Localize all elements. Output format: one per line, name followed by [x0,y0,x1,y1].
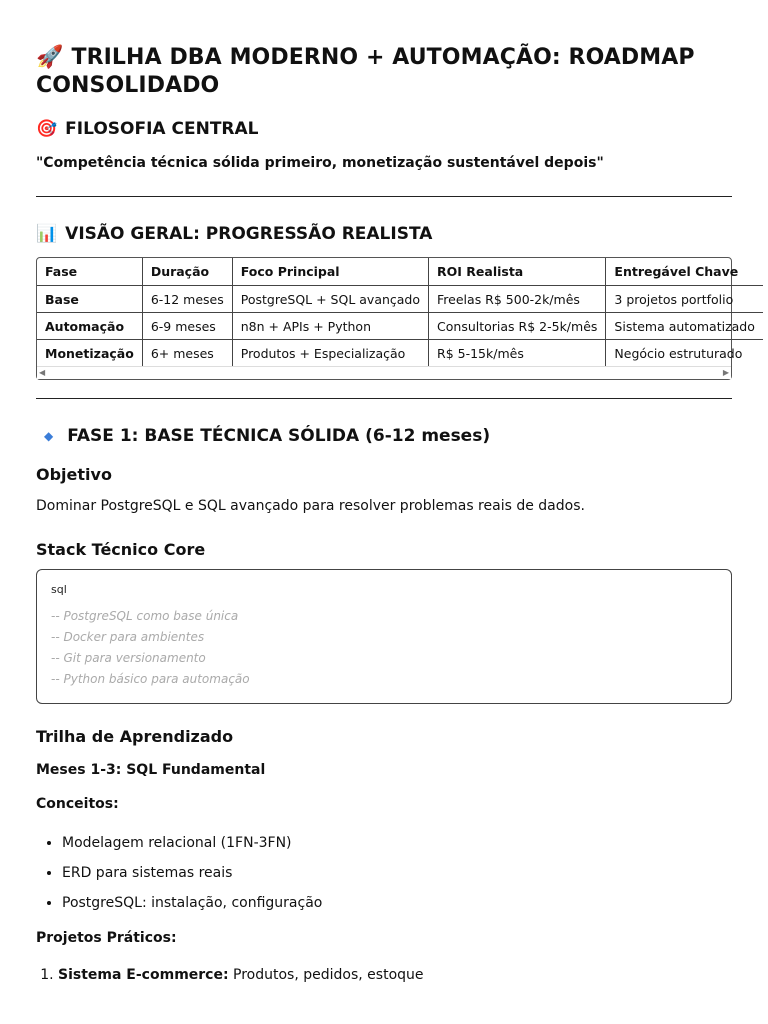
table-cell: Automação [37,313,142,340]
column-header: Entregável Chave [606,258,763,286]
table-cell: Freelas R$ 500-2k/mês [429,286,606,313]
divider [36,196,732,197]
rocket-icon: 🚀 [36,45,64,70]
filosofia-quote: "Competência técnica sólida primeiro, monetização sustentável depois" [36,155,604,171]
projetos-heading: Projetos Práticos: [36,930,177,946]
table-header-row [37,258,763,286]
table-cell: Negócio estruturado [614,345,743,361]
table-cell: 6-12 meses [142,286,232,313]
project-name: Sistema E-commerce: [58,967,229,983]
column-header: Duração [142,258,232,286]
target-icon: 🎯 [36,119,58,139]
stack-heading: Stack Técnico Core [36,540,206,559]
table-cell: Consultorias R$ 2-5k/mês [429,313,606,340]
list-item: • ERD para sistemas reais [62,858,732,888]
table-cell: Sistema automatizado [606,313,763,340]
code-line: -- PostgreSQL como base única [51,609,239,623]
page-title: 🚀 TRILHA DBA MODERNO + AUTOMAÇÃO: ROADMAP CONSOLIDADO [36,45,695,98]
list-item [58,960,732,990]
scroll-left-icon[interactable]: ◀ [39,368,46,377]
list-item: • PostgreSQL: instalação, configuração [62,888,732,918]
table-row [37,313,763,340]
table-cell: R$ 5-15k/mês [429,340,606,367]
projetos-list [32,960,732,990]
table-cell: n8n + APIs + Python [232,313,428,340]
meses-heading: Meses 1-3: SQL Fundamental [36,762,266,778]
fase1-heading: ◆ FASE 1: BASE TÉCNICA SÓLIDA (6-12 meses) [44,426,491,446]
code-line: -- Git para versionamento [51,651,206,665]
divider [36,398,732,399]
trilha-heading: Trilha de Aprendizado [36,727,234,746]
progression-table [36,257,755,380]
objetivo-text: Dominar PostgreSQL e SQL avançado para resolver problemas reais de dados. [36,498,585,514]
table-cell: 6-9 meses [142,313,232,340]
table-cell: Base [37,286,142,313]
project-description: Produtos, pedidos, estoque [228,967,424,983]
table-cell: PostgreSQL + SQL avançado [232,286,428,313]
code-line: -- Python básico para automação [51,672,250,686]
column-header: Foco Principal [232,258,428,286]
table-row [37,286,763,313]
table-cell: 3 projetos portfolio [606,286,763,313]
scroll-right-icon[interactable]: ▶ [722,368,729,377]
table-cell: Monetização [37,340,142,367]
objetivo-heading: Objetivo [36,465,112,484]
filosofia-heading: 🎯 FILOSOFIA CENTRAL [36,119,259,139]
table-cell: Produtos + Especialização [232,340,428,367]
code-line: -- Docker para ambientes [51,630,205,644]
table-cell: 6+ meses [142,340,232,367]
list-item: • Modelagem relacional (1FN-3FN) [62,828,732,858]
column-header: Fase [37,258,142,286]
bar-chart-icon: 📊 [36,224,58,244]
conceitos-heading: Conceitos: [36,796,119,812]
visao-heading: 📊 VISÃO GERAL: PROGRESSÃO REALISTA [36,224,433,244]
table-row [37,340,763,367]
code-block [36,569,732,704]
conceitos-list [36,828,732,918]
column-header: ROI Realista [429,258,606,286]
blue-diamond-icon: ◆ [44,429,54,443]
code-language-label: sql [51,583,67,596]
horizontal-scrollbar[interactable] [37,366,731,379]
